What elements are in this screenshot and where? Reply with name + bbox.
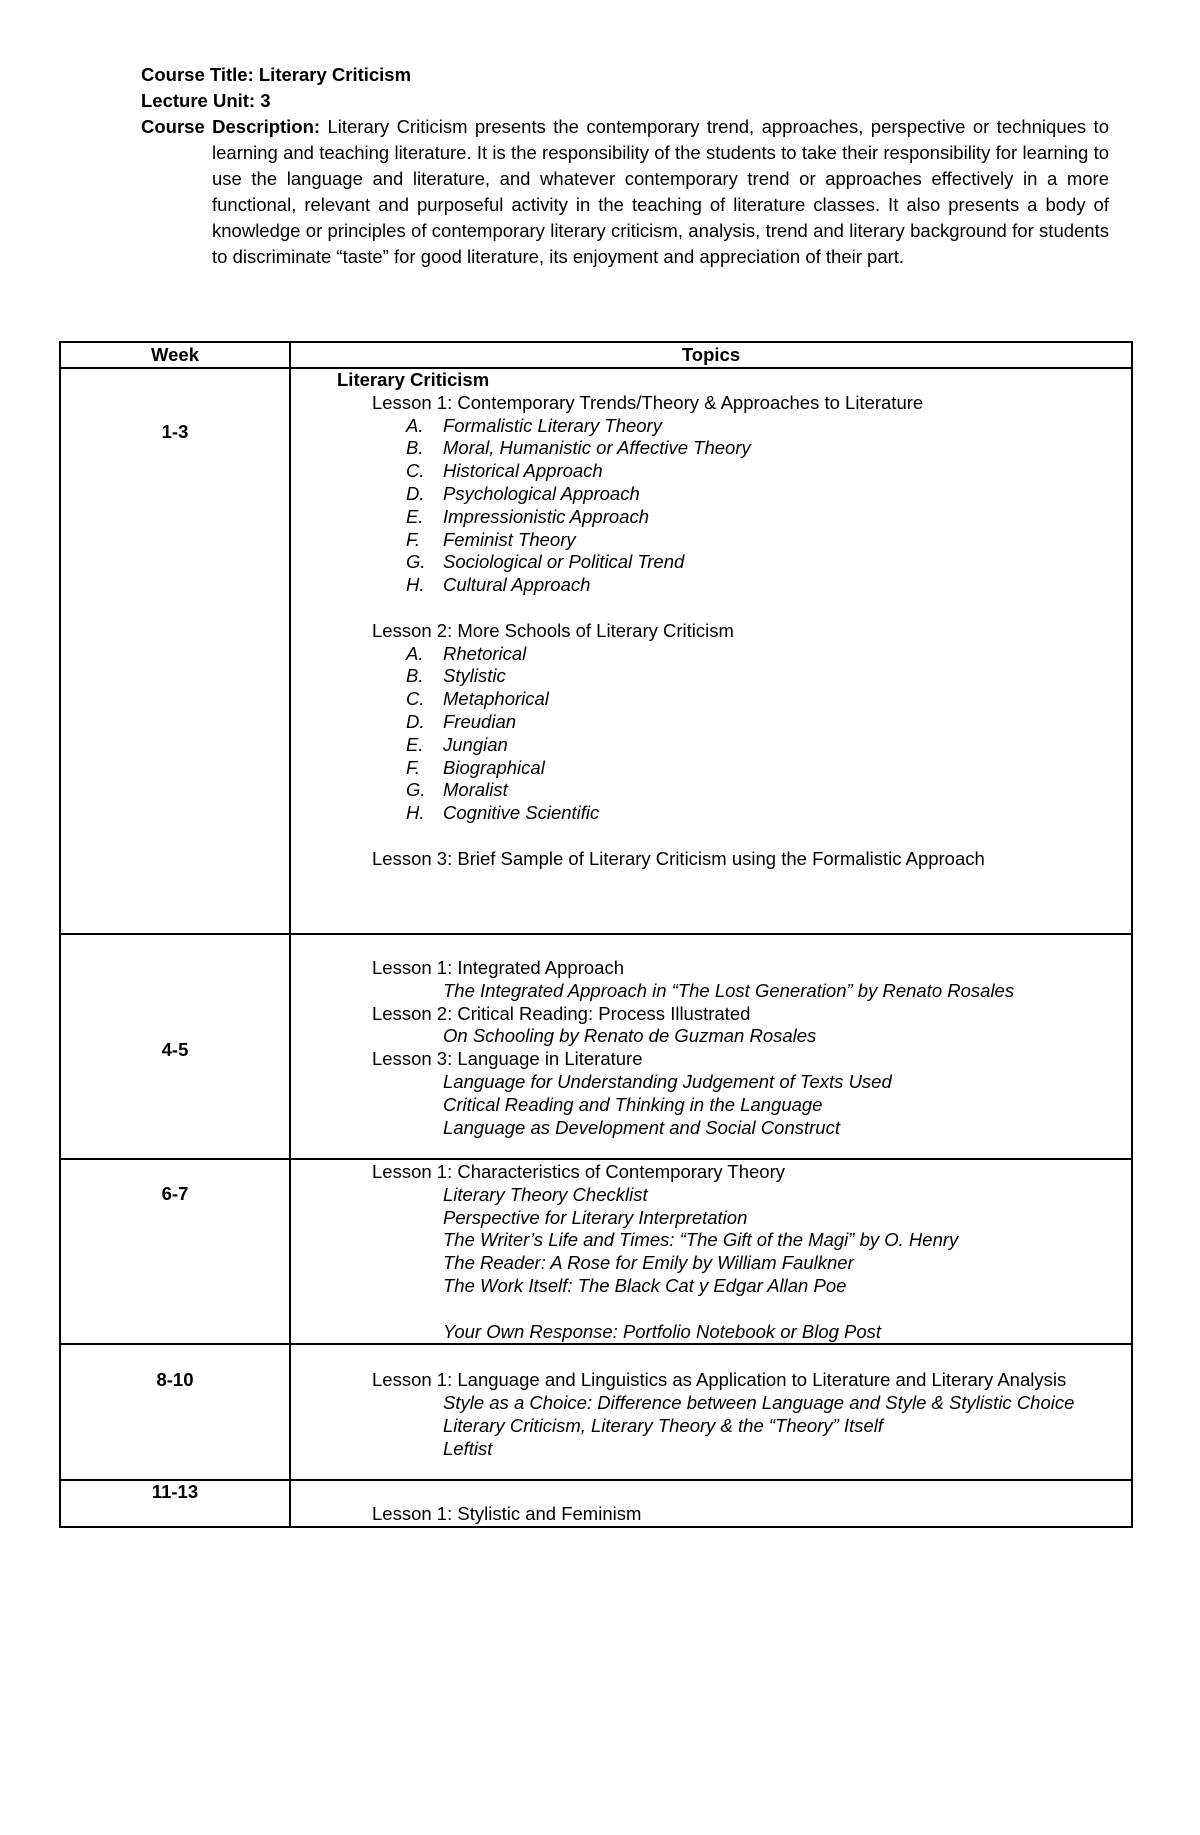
course-description-label: Course Description: (141, 116, 321, 137)
table-row (60, 368, 1132, 934)
lesson-subtopic: The Writer’s Life and Times: “The Gift of the Magi” by O. Henry (443, 1229, 959, 1251)
course-title-line (141, 62, 1109, 88)
lesson-subtopic: Literary Criticism, Literary Theory & the “Theory” Itself (443, 1414, 883, 1436)
list-item: C. Historical Approach (406, 460, 603, 482)
course-header (141, 62, 1109, 270)
lesson-subtopic: Language for Understanding Judgement of Texts Used (443, 1070, 892, 1092)
list-item: D. Psychological Approach (406, 482, 640, 504)
table-header-row (60, 342, 1132, 368)
lesson-subtopic: Critical Reading and Thinking in the Language (443, 1093, 823, 1115)
schedule-table (59, 341, 1133, 1528)
list-item: B. Moral, Humanistic or Affective Theory (406, 437, 751, 459)
lesson-subtopic: The Work Itself: The Black Cat y Edgar Allan Poe (443, 1274, 847, 1296)
topics-cell (290, 368, 1132, 934)
lesson-subtopic: Language as Development and Social Construct (443, 1116, 840, 1138)
week-label: 1-3 (161, 421, 189, 442)
lesson-subtopic: Perspective for Literary Interpretation (443, 1206, 748, 1228)
lesson-title: Lesson 2: Critical Reading: Process Illustrated (372, 1002, 751, 1024)
lesson-subtopic: Literary Theory Checklist (443, 1183, 648, 1205)
lesson-subtopic: The Reader: A Rose for Emily by William Faulkner (443, 1252, 854, 1274)
week-cell (60, 1480, 290, 1527)
list-item: A. Formalistic Literary Theory (406, 414, 662, 436)
list-item: G. Sociological or Political Trend (406, 551, 685, 573)
course-description-block (141, 114, 1109, 270)
lecture-unit: 3 (260, 90, 271, 111)
list-item: F. Biographical (406, 756, 545, 778)
lesson-subtopic: On Schooling by Renato de Guzman Rosales (443, 1025, 817, 1047)
lesson-title: Lesson 1: Integrated Approach (372, 957, 624, 978)
week-label: 6-7 (161, 1183, 189, 1204)
week-label: 8-10 (156, 1369, 194, 1391)
course-description: Literary Criticism presents the contemporary trend, approaches, perspective or techniques to learning and teaching literature. It is the responsibility of the students to take their responsibility for learning to use the language and literature, and whatever contemporary trend or approaches effectively in a more functional, relevant and purposeful activity in the teaching of literature classes. It also presents a body of knowledge or principles of contemporary literary criticism, analysis, trend and literary background for students to discriminate “taste” for good literature, its enjoyment and appreciation of their part. (212, 116, 1109, 267)
list-item: G. Moralist (406, 779, 508, 801)
week-cell (60, 1344, 290, 1480)
week-cell (60, 1159, 290, 1344)
topics-column-header: Topics (290, 342, 1132, 368)
lecture-unit-label: Lecture Unit: (141, 90, 256, 111)
list-item: H. Cognitive Scientific (406, 802, 600, 824)
unit-title: Literary Criticism (337, 369, 490, 390)
lecture-unit-line (141, 88, 1109, 114)
lesson-subtopic: Style as a Choice: Difference between Language and Style & Stylistic Choice (443, 1392, 1075, 1414)
week-cell (60, 368, 290, 934)
lesson-title: Lesson 1: Contemporary Trends/Theory & Approaches to Literature (372, 391, 924, 413)
week-label: 4-5 (161, 1039, 189, 1060)
table-row (60, 934, 1132, 1159)
list-item: D. Freudian (406, 710, 517, 732)
lesson-title: Lesson 2: More Schools of Literary Criticism (372, 619, 734, 641)
lesson-title: Lesson 3: Brief Sample of Literary Criticism using the Formalistic Approach (372, 847, 985, 869)
lesson-subtopic: Leftist (443, 1437, 493, 1459)
topics-cell (290, 1159, 1132, 1344)
topics-cell (290, 1480, 1132, 1527)
lesson-title: Lesson 1: Language and Linguistics as Application to Literature and Literary Analysis (372, 1369, 1067, 1391)
list-item: C. Metaphorical (406, 688, 549, 710)
table-row (60, 1159, 1132, 1344)
week-column-header: Week (60, 342, 290, 368)
lesson-subtopic: The Integrated Approach in “The Lost Generation” by Renato Rosales (443, 979, 1015, 1001)
topics-cell (290, 934, 1132, 1159)
lesson-title: Lesson 1: Stylistic and Feminism (372, 1503, 642, 1525)
lesson-title: Lesson 3: Language in Literature (372, 1048, 643, 1070)
list-item: A. Rhetorical (406, 642, 527, 664)
lesson-title: Lesson 1: Characteristics of Contemporary Theory (372, 1161, 786, 1182)
course-title: Literary Criticism (258, 64, 412, 85)
week-cell (60, 934, 290, 1159)
week-label: 11-13 (151, 1481, 199, 1503)
list-item: B. Stylistic (406, 665, 506, 687)
table-row (60, 1480, 1132, 1527)
topics-cell (290, 1344, 1132, 1480)
course-title-label: Course Title: (141, 64, 254, 85)
lesson-subtopic: Your Own Response: Portfolio Notebook or Blog Post (443, 1320, 882, 1342)
list-item: E. Jungian (406, 733, 508, 755)
list-item: E. Impressionistic Approach (406, 505, 649, 527)
list-item: F. Feminist Theory (406, 528, 576, 550)
list-item: H. Cultural Approach (406, 574, 591, 596)
table-row (60, 1344, 1132, 1480)
